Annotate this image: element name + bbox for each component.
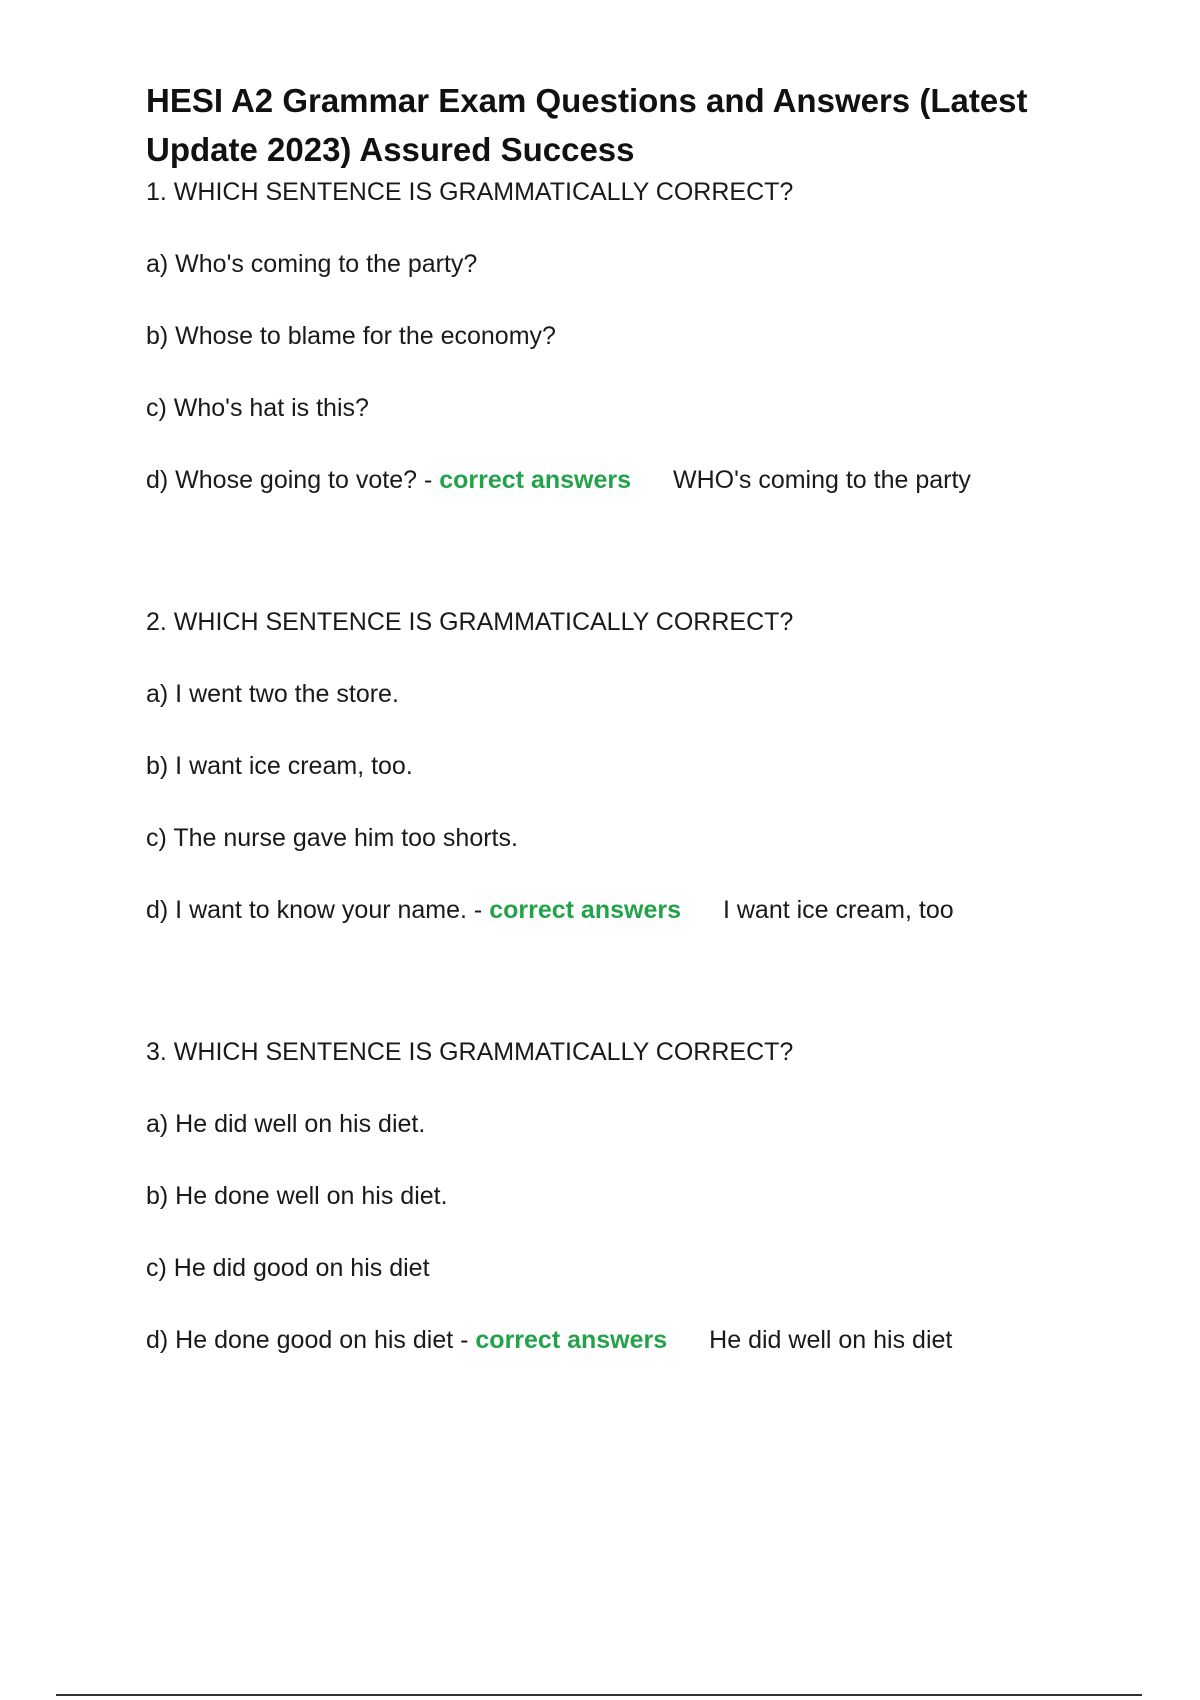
correct-answer-text: I want ice cream, too: [722, 896, 954, 924]
option-b: b) He done well on his diet.: [146, 1182, 448, 1210]
question-1: [146, 174, 1106, 498]
option-b: b) I want ice cream, too.: [146, 752, 413, 780]
document-title: HESI A2 Grammar Exam Questions and Answers (Latest Update 2023) Assured Success: [146, 82, 1028, 168]
option-d-answer-line: [146, 1322, 1106, 1358]
option-a: a) I went two the store.: [146, 680, 399, 708]
option-c: c) Who's hat is this?: [146, 394, 369, 422]
option-d: d) He done good on his diet -: [146, 1326, 476, 1354]
option-c: c) The nurse gave him too shorts.: [146, 824, 518, 852]
option-d-answer-line: [146, 462, 1106, 498]
question-heading: 3. WHICH SENTENCE IS GRAMMATICALLY CORRECT?: [146, 1038, 794, 1066]
option-d: d) Whose going to vote? -: [146, 466, 440, 494]
question-3: [146, 1034, 1106, 1358]
question-heading: 1. WHICH SENTENCE IS GRAMMATICALLY CORRECT?: [146, 178, 794, 206]
correct-answer-text: WHO's coming to the party: [673, 466, 971, 494]
option-b: b) Whose to blame for the economy?: [146, 322, 556, 350]
option-d: d) I want to know your name. -: [146, 896, 490, 924]
page-bottom-divider: [56, 1694, 1142, 1696]
correct-answers-label: correct answers: [439, 466, 631, 494]
option-c: c) He did good on his diet: [146, 1254, 430, 1282]
option-a: a) He did well on his diet.: [146, 1110, 426, 1138]
option-d-answer-line: [146, 892, 1106, 928]
question-2: [146, 604, 1106, 928]
option-a: a) Who's coming to the party?: [146, 250, 478, 278]
question-heading: 2. WHICH SENTENCE IS GRAMMATICALLY CORRECT?: [146, 608, 794, 636]
correct-answers-label: correct answers: [475, 1326, 668, 1354]
correct-answers-label: correct answers: [489, 896, 681, 924]
correct-answer-text: He did well on his diet: [709, 1326, 953, 1354]
